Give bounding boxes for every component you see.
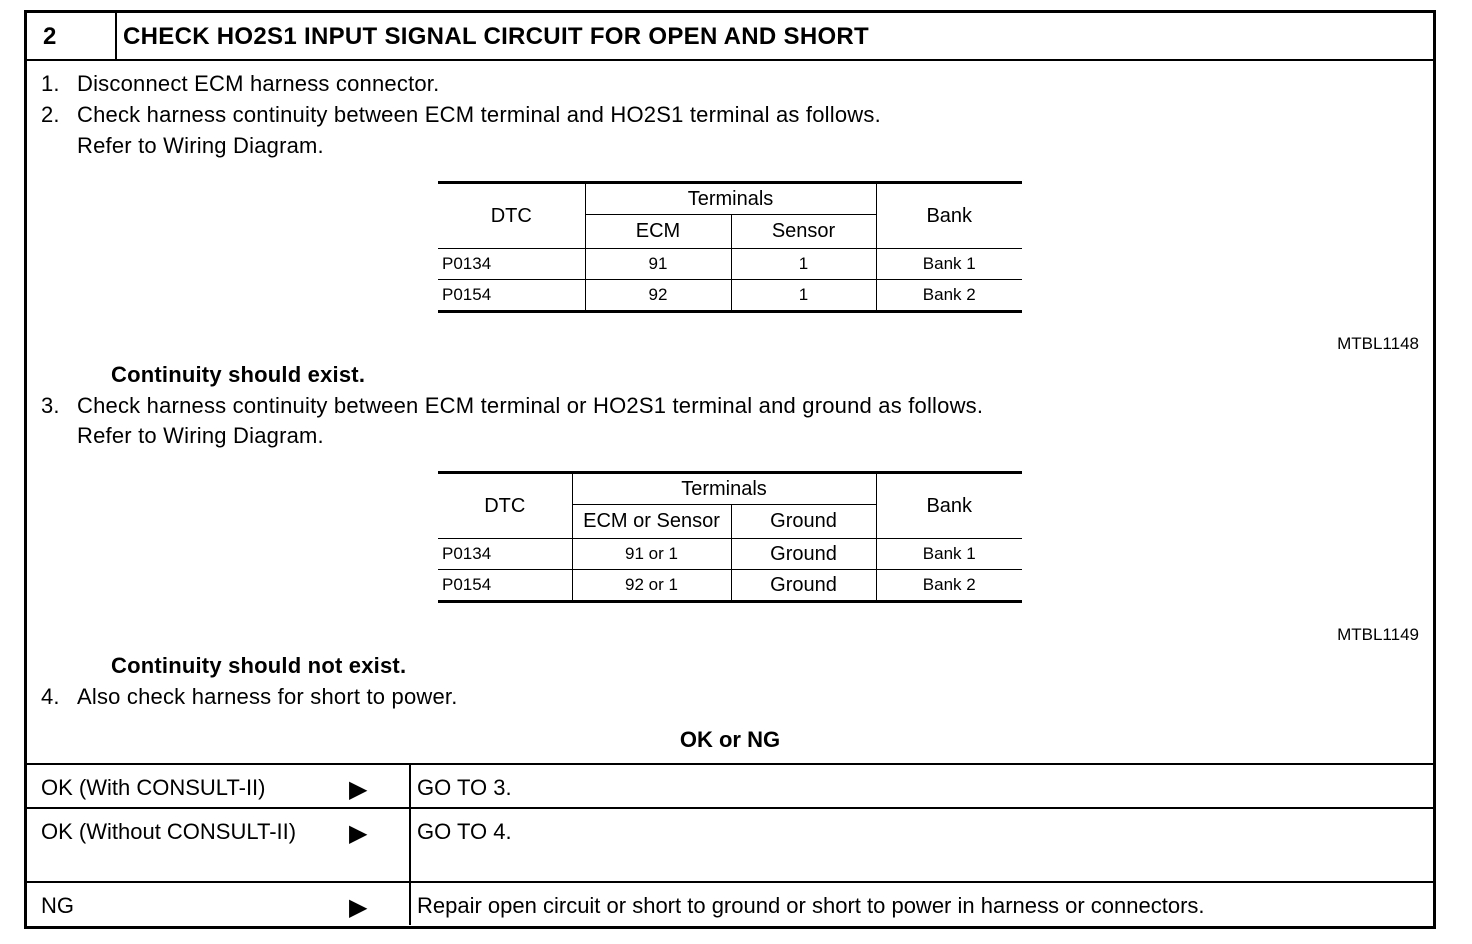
table-row bbox=[438, 570, 1022, 602]
step-1-number: 1. bbox=[41, 71, 60, 96]
table2-reference: MTBL1149 bbox=[1337, 625, 1419, 644]
table2-cell-bank: Bank 2 bbox=[876, 570, 1022, 602]
table1-result: Continuity should exist. bbox=[111, 362, 366, 387]
arrow-right-icon: ▶ bbox=[349, 820, 368, 847]
table2-cell-ground: Ground bbox=[731, 539, 876, 570]
table2-header-terminals: Terminals bbox=[572, 473, 876, 505]
table1-header-bank: Bank bbox=[876, 183, 1022, 249]
table2-cell-terminal: 91 or 1 bbox=[572, 539, 731, 570]
continuity-table-2 bbox=[438, 471, 1022, 603]
arrow-right-icon: ▶ bbox=[349, 894, 368, 921]
arrow-right-icon: ▶ bbox=[349, 776, 368, 803]
result-row-ok-with-consult bbox=[27, 765, 1433, 809]
result-title: OK or NG bbox=[679, 727, 781, 752]
table2-header-ecm-or-sensor: ECM or Sensor bbox=[572, 505, 731, 539]
table1-header-terminals: Terminals bbox=[585, 183, 876, 215]
table1-header-ecm: ECM bbox=[585, 215, 731, 249]
table1-header-dtc: DTC bbox=[438, 183, 585, 249]
result-row-ng bbox=[27, 883, 1433, 925]
procedure-frame bbox=[24, 10, 1436, 929]
table1-cell-ecm: 91 bbox=[585, 249, 731, 280]
table-row bbox=[438, 539, 1022, 570]
table2-header-bank: Bank bbox=[876, 473, 1022, 539]
table2-result: Continuity should not exist. bbox=[111, 653, 407, 678]
step-number: 2 bbox=[43, 23, 57, 50]
table1-cell-dtc: P0134 bbox=[438, 249, 585, 280]
result-action: GO TO 4. bbox=[417, 819, 512, 844]
result-table bbox=[27, 763, 1433, 925]
step-1-text: Disconnect ECM harness connector. bbox=[77, 71, 440, 96]
result-label: NG bbox=[41, 893, 74, 918]
continuity-table-1 bbox=[438, 181, 1022, 313]
table2-cell-dtc: P0134 bbox=[438, 539, 572, 570]
result-divider bbox=[409, 809, 411, 881]
table2-cell-bank: Bank 1 bbox=[876, 539, 1022, 570]
result-label: OK (Without CONSULT-II) bbox=[41, 819, 297, 844]
table1-cell-ecm: 92 bbox=[585, 280, 731, 312]
step-2-sub: Refer to Wiring Diagram. bbox=[77, 133, 324, 158]
table1-reference: MTBL1148 bbox=[1337, 334, 1419, 353]
step-header bbox=[27, 13, 1433, 61]
result-divider bbox=[409, 765, 411, 807]
step-4-number: 4. bbox=[41, 684, 60, 709]
step-2-text: Check harness continuity between ECM terminal and HO2S1 terminal as follows. bbox=[77, 102, 881, 127]
table2-header-ground: Ground bbox=[731, 505, 876, 539]
table-row bbox=[438, 280, 1022, 312]
step-4-text: Also check harness for short to power. bbox=[77, 684, 458, 709]
result-label: OK (With CONSULT-II) bbox=[41, 775, 266, 800]
table1-header-sensor: Sensor bbox=[731, 215, 876, 249]
result-action: Repair open circuit or short to ground or short to power in harness or connectors. bbox=[417, 893, 1205, 918]
table1-cell-sensor: 1 bbox=[731, 249, 876, 280]
table2-cell-terminal: 92 or 1 bbox=[572, 570, 731, 602]
table1-cell-bank: Bank 2 bbox=[876, 280, 1022, 312]
result-action: GO TO 3. bbox=[417, 775, 512, 800]
result-divider bbox=[409, 883, 411, 925]
step-3-number: 3. bbox=[41, 393, 60, 418]
table2-cell-ground: Ground bbox=[731, 570, 876, 602]
step-2-number: 2. bbox=[41, 102, 60, 127]
table2-cell-dtc: P0154 bbox=[438, 570, 572, 602]
step-title: CHECK HO2S1 INPUT SIGNAL CIRCUIT FOR OPEN AND SHORT bbox=[123, 23, 870, 50]
table1-cell-dtc: P0154 bbox=[438, 280, 585, 312]
table2-header-dtc: DTC bbox=[438, 473, 572, 539]
header-divider bbox=[115, 13, 117, 59]
step-3-sub: Refer to Wiring Diagram. bbox=[77, 423, 324, 448]
table1-cell-sensor: 1 bbox=[731, 280, 876, 312]
table1-cell-bank: Bank 1 bbox=[876, 249, 1022, 280]
table-row bbox=[438, 249, 1022, 280]
result-row-ok-without-consult bbox=[27, 809, 1433, 883]
step-3-text: Check harness continuity between ECM terminal or HO2S1 terminal and ground as follows. bbox=[77, 393, 984, 418]
